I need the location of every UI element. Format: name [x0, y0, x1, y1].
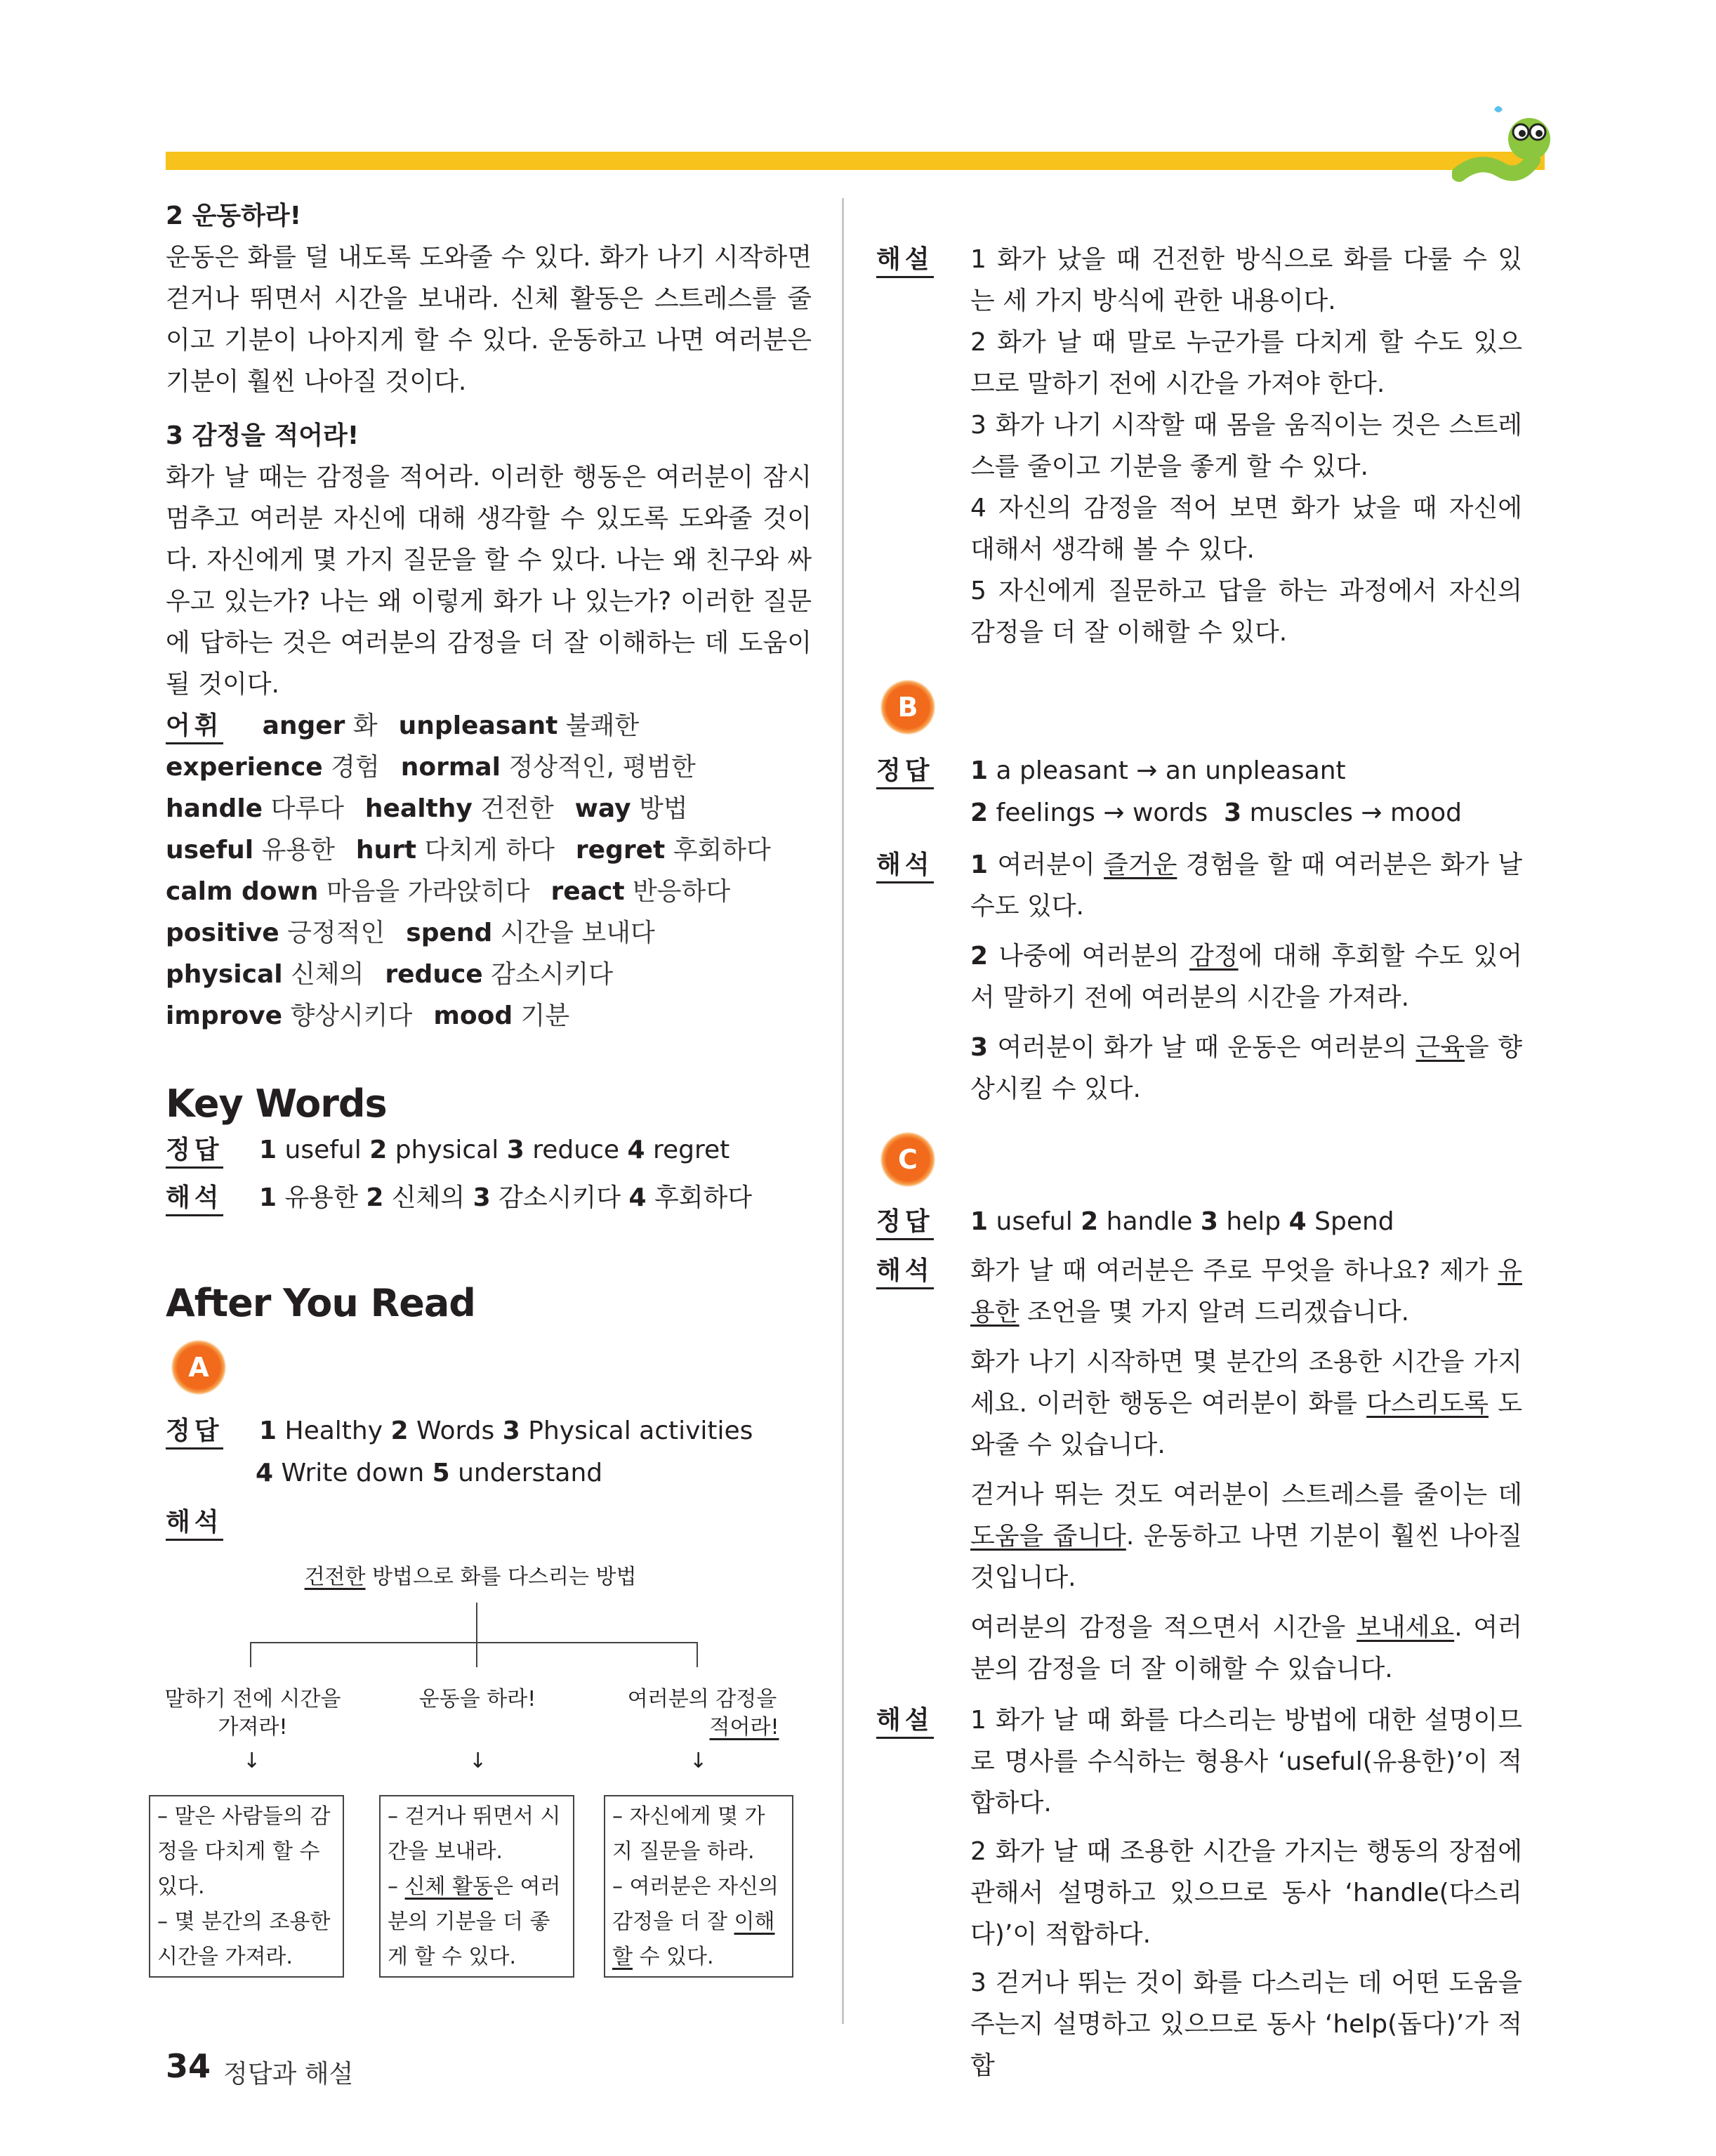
- item-number: 3: [473, 1183, 491, 1212]
- vocab-word: handle: [166, 794, 263, 823]
- vocab-word: react: [550, 877, 625, 906]
- vocab-word: improve: [166, 1001, 282, 1030]
- top-yellow-bar: [166, 152, 1545, 170]
- c-explanation-row: [876, 1700, 934, 1741]
- vocab-word: way: [574, 794, 631, 823]
- item-text: Write down: [273, 1459, 425, 1487]
- badge-b: B: [880, 680, 935, 735]
- badge-c: C: [880, 1132, 935, 1187]
- explanation-item: 5 자신에게 질문하고 답을 하는 과정에서 자신의 감정을 더 잘 이해할 수 있다.: [970, 577, 1522, 647]
- vocab-word: spend: [406, 919, 493, 947]
- vocab-line: [166, 871, 812, 912]
- diagram-top-label: 건전한 방법으로 화를 다스리는 방법: [304, 1565, 637, 1589]
- item-text: reduce: [524, 1136, 620, 1164]
- vocab-word: hurt: [355, 836, 417, 865]
- vocab-line: [166, 912, 812, 954]
- vocab-meaning: 마음을 가라앉히다: [326, 877, 530, 906]
- vocab-meaning: 경험: [331, 753, 380, 782]
- vocab-line: [166, 829, 812, 871]
- item-text: physical: [387, 1136, 499, 1164]
- underlined-word: 다스리도록: [1366, 1389, 1489, 1418]
- item-number: 2: [366, 1183, 384, 1212]
- vocab-meaning: 시간을 보내다: [500, 919, 655, 947]
- translation-label: 해석: [876, 1255, 934, 1289]
- page-footer-title: 정답과 해설: [223, 2060, 354, 2089]
- section-3-title: 3 감정을 적어라!: [166, 421, 359, 450]
- translation-paragraph: 걷거나 뛰는 것도 여러분이 스트레스를 줄이는 데 도움을 줍니다. 운동하고 나면 기분이 훨씬 나아질 것입니다.: [970, 1480, 1522, 1592]
- vocab-line: [166, 954, 812, 995]
- vocab-meaning: 향상시키다: [290, 1001, 413, 1030]
- item-number: 4: [627, 1136, 645, 1164]
- top-explanation-label-row: [876, 239, 934, 280]
- explanation-item: 2 화가 날 때 말로 누군가를 다치게 할 수도 있으므로 말하기 전에 시간을 가져야 한다.: [970, 328, 1522, 398]
- vocab-meaning: 정상적인, 평범한: [508, 753, 696, 782]
- answer-label: 정답: [166, 1134, 223, 1169]
- underlined-word: 보내세요: [1357, 1613, 1455, 1642]
- answer-label: 정답: [166, 1415, 223, 1450]
- vocab-meaning: 신체의: [291, 960, 364, 989]
- a-translation-row: [166, 1501, 223, 1543]
- explanation-item: 3 걷거나 뛰는 것이 화를 다스리는 데 어떤 도움을 주는지 설명하고 있으므로 동사 ‘help(돕다)’가 적합: [970, 1968, 1522, 2080]
- item-number: 1: [259, 1136, 277, 1164]
- item-number: 2: [1081, 1207, 1099, 1236]
- translation-label: 해석: [166, 1182, 223, 1216]
- vocab-meaning: 감소시키다: [491, 960, 614, 989]
- item-text: 유용한: [277, 1183, 358, 1212]
- item-number: 3: [1200, 1207, 1218, 1236]
- vocab-meaning: 화: [352, 711, 378, 740]
- item-text: Words: [408, 1416, 495, 1445]
- vocab-meaning: 후회하다: [673, 836, 771, 865]
- item-number: 5: [432, 1459, 450, 1487]
- explanation-item: 3 화가 나기 시작할 때 몸을 움직이는 것은 스트레스를 줄이고 기분을 좋게 할 수 있다.: [970, 411, 1522, 481]
- page-number: 34: [166, 2047, 211, 2085]
- translation-label: 해석: [876, 849, 934, 883]
- column-divider: [842, 198, 844, 2024]
- explanation-item: 1 화가 났을 때 건전한 방식으로 화를 다룰 수 있는 세 가지 방식에 관한 내용이다.: [970, 245, 1522, 315]
- translation-item: 3 여러분이 화가 날 때 운동은 여러분의 근육을 향상시킬 수 있다.: [970, 1033, 1522, 1103]
- item-text: regret: [645, 1136, 730, 1164]
- diagram-branch-1: 말하기 전에 시간을 가져라!: [164, 1687, 341, 1740]
- item-number: 1: [970, 850, 998, 879]
- vocab-word: reduce: [385, 960, 483, 989]
- item-text: understand: [449, 1459, 603, 1487]
- vocab-line: [166, 705, 812, 747]
- translation-item: 1 여러분이 즐거운 경험을 할 때 여러분은 화가 날 수도 있다.: [970, 850, 1522, 921]
- key-words-translations: [259, 1183, 752, 1212]
- vocab-meaning: 불쾌한: [565, 711, 640, 740]
- c-translation-list: [970, 1250, 1522, 1698]
- section-3-body: 화가 날 때는 감정을 적어라. 이러한 행동은 여러분이 잠시 멈추고 여러분 자신에 대해 생각할 수 있도록 도와줄 것이다. 자신에게 몇 가지 질문을 할 수 있다. 나는 왜 친구와 싸우고 있는가? 나는 왜 이렇게 화가 나 있는가? 이러한 질문에 답하는 것은 여러분의 감정을 더 잘 이해하는 데 도움이 될 것이다.: [166, 463, 812, 699]
- explanation-label: 해설: [876, 244, 934, 278]
- item-number: 3: [970, 1033, 998, 1062]
- c-explanation-list: [970, 1700, 1522, 2086]
- diagram-box-1: – 말은 사람들의 감정을 다치게 할 수 있다. – 몇 분간의 조용한 시간을 가져라.: [149, 1795, 344, 1978]
- diagram-branch-line-3: [697, 1642, 698, 1667]
- vocabulary-list: [166, 705, 812, 1037]
- item-number: 1: [259, 1416, 277, 1445]
- item-number: 3: [506, 1136, 524, 1164]
- left-column: [166, 195, 812, 1037]
- vocab-meaning: 다치게 하다: [424, 836, 555, 865]
- b-answer-line-2: 2 feelings → words 3 muscles → mood: [970, 798, 1462, 827]
- vocab-word: useful: [166, 836, 254, 865]
- item-number: 2: [390, 1416, 409, 1445]
- vocab-meaning: 반응하다: [632, 877, 731, 906]
- vocab-word: normal: [400, 753, 501, 782]
- translation-item: 2 나중에 여러분의 감정에 대해 후회할 수도 있어서 말하기 전에 여러분의 시간을 가져라.: [970, 942, 1522, 1012]
- key-words-translation-row: [166, 1177, 752, 1218]
- b-translation-list: [970, 844, 1522, 1118]
- key-words-answers: [259, 1136, 730, 1164]
- vocab-line: [166, 788, 812, 829]
- vocab-line: [166, 747, 812, 788]
- diagram-arrow-3: ↓: [689, 1749, 708, 1773]
- translation-paragraph: 화가 나기 시작하면 몇 분간의 조용한 시간을 가지세요. 이러한 행동은 여러분이 화를 다스리도록 도와줄 수 있습니다.: [970, 1348, 1522, 1459]
- b-answer-row: [876, 750, 934, 791]
- section-2-body: 운동은 화를 덜 내도록 도와줄 수 있다. 화가 나기 시작하면 걷거나 뛰면서 시간을 보내라. 신체 활동은 스트레스를 줄이고 기분이 나아지게 할 수 있다. 운동하고 나면 여러분은 기분이 훨씬 나아질 것이다.: [166, 243, 812, 396]
- b-translation-row: [876, 844, 934, 886]
- diagram-branch-line-1: [250, 1642, 251, 1667]
- item-number: 4: [1288, 1207, 1307, 1236]
- item-number: 2: [970, 942, 999, 971]
- diagram-branch-2: 운동을 하라!: [418, 1687, 536, 1711]
- vocab-meaning: 방법: [639, 794, 688, 823]
- after-you-read-heading: After You Read: [166, 1281, 475, 1325]
- badge-a: A: [171, 1340, 226, 1395]
- explanation-item: 4 자신의 감정을 적어 보면 화가 났을 때 자신에 대해서 생각해 볼 수 있다.: [970, 494, 1522, 564]
- answer-label: 정답: [876, 755, 934, 789]
- vocab-word: calm down: [166, 877, 319, 906]
- item-text: help: [1217, 1207, 1281, 1236]
- section-2-title: 2 운동하라!: [166, 202, 302, 230]
- diagram-stem: [476, 1603, 477, 1642]
- item-text: handle: [1098, 1207, 1193, 1236]
- worm-mascot-icon: [1452, 96, 1557, 187]
- a-answers-line-2: [256, 1452, 602, 1494]
- vocab-meaning: 기분: [520, 1001, 570, 1030]
- item-number: 2: [369, 1136, 388, 1164]
- item-number: 3: [502, 1416, 520, 1445]
- vocab-word: unpleasant: [398, 711, 558, 740]
- item-text: Physical activities: [520, 1416, 753, 1445]
- key-words-heading: Key Words: [166, 1082, 387, 1126]
- translation-paragraph: 여러분의 감정을 적으면서 시간을 보내세요. 여러분의 감정을 더 잘 이해할 수 있습니다.: [970, 1613, 1522, 1683]
- item-number: 1: [970, 1207, 989, 1236]
- underlined-word: 감정: [1189, 942, 1239, 971]
- c-answers: [970, 1201, 1394, 1242]
- diagram-box-3: – 자신에게 몇 가지 질문을 하라. – 여러분은 자신의 감정을 더 잘 이해할 수 있다.: [604, 1795, 793, 1978]
- top-explanation-list: [970, 239, 1522, 653]
- a-answer-row: [166, 1410, 753, 1452]
- item-number: 4: [256, 1459, 274, 1487]
- c-answer-row: [876, 1201, 934, 1242]
- diagram-crossbar: [250, 1642, 698, 1643]
- underlined-word: 근육: [1415, 1033, 1465, 1062]
- diagram-branch-line-2: [476, 1642, 477, 1667]
- vocab-word: mood: [433, 1001, 513, 1030]
- underlined-word: 도움을 줍니다: [970, 1522, 1126, 1551]
- item-number: 1: [259, 1183, 277, 1212]
- diagram-box-2: – 걷거나 뛰면서 시간을 보내라. – 신체 활동은 여러분의 기분을 더 좋게 할 수 있다.: [379, 1795, 574, 1978]
- translation-label: 해석: [166, 1506, 223, 1541]
- vocab-word: experience: [166, 753, 323, 782]
- explanation-item: 1 화가 날 때 화를 다스리는 방법에 대한 설명이므로 명사를 수식하는 형용사 ‘useful(유용한)’이 적합하다.: [970, 1706, 1522, 1818]
- vocab-word: regret: [575, 836, 666, 865]
- item-text: 후회하다: [646, 1183, 753, 1212]
- translation-paragraph: 화가 날 때 여러분은 주로 무엇을 하나요? 제가 유용한 조언을 몇 가지 알려 드리겠습니다.: [970, 1256, 1522, 1327]
- vocab-meaning: 건전한: [480, 794, 554, 823]
- explanation-item: 2 화가 날 때 조용한 시간을 가지는 행동의 장점에 관해서 설명하고 있으므로 동사 ‘handle(다스리다)’이 적합하다.: [970, 1837, 1522, 1949]
- key-words-answer-row: [166, 1129, 730, 1171]
- vocab-label: 어휘: [166, 710, 223, 744]
- vocab-meaning: 다루다: [270, 794, 344, 823]
- item-text: 신체의: [383, 1183, 466, 1212]
- item-number: 4: [628, 1183, 647, 1212]
- diagram-branch-3: 여러분의 감정을 적어라!: [627, 1687, 779, 1740]
- underlined-word: 유용한: [970, 1256, 1522, 1327]
- diagram-arrow-2: ↓: [469, 1749, 487, 1773]
- vocab-word: anger: [262, 711, 345, 740]
- diagram-arrow-1: ↓: [243, 1749, 261, 1773]
- vocab-word: healthy: [364, 794, 473, 823]
- a-answers-line-1: [259, 1416, 753, 1445]
- vocab-line: [166, 995, 812, 1037]
- item-text: Spend: [1306, 1207, 1394, 1236]
- c-translation-row: [876, 1250, 934, 1291]
- explanation-label: 해설: [876, 1704, 934, 1739]
- item-text: useful: [277, 1136, 362, 1164]
- answer-label: 정답: [876, 1206, 934, 1240]
- underlined-word: 즐거운: [1104, 850, 1177, 879]
- vocab-word: positive: [166, 919, 279, 947]
- item-text: useful: [988, 1207, 1073, 1236]
- vocab-meaning: 유용한: [261, 836, 335, 865]
- vocab-meaning: 긍정적인: [287, 919, 385, 947]
- vocab-word: physical: [166, 960, 283, 989]
- item-text: 감소시키다: [490, 1183, 621, 1212]
- b-answer-line-1: 1 a pleasant → an unpleasant: [970, 756, 1346, 785]
- item-text: Healthy: [277, 1416, 383, 1445]
